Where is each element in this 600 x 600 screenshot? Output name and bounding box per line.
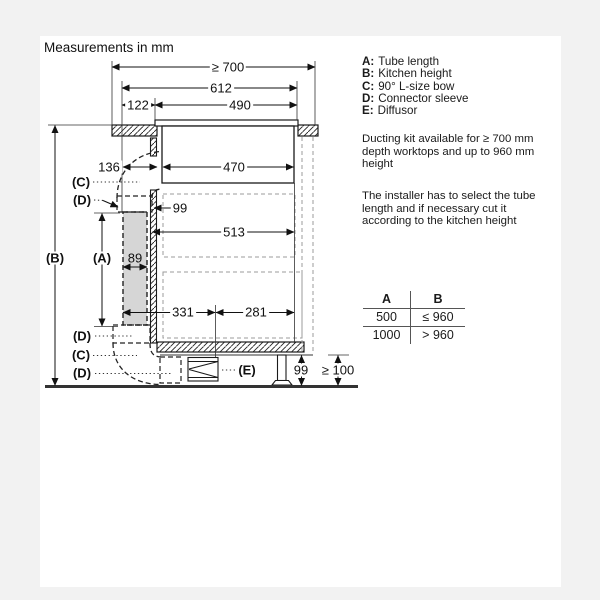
- dim-label-worktop-depth: ≥ 700: [211, 59, 245, 75]
- legend: [362, 56, 468, 117]
- table-header-row: [363, 291, 465, 309]
- note-installer: The installer has to select the tube length and if necessary cut it according to the kitchen height: [362, 190, 536, 227]
- dim-label-plinth-height: 99: [293, 362, 309, 378]
- legend-item-a: A: Tube length: [362, 55, 440, 68]
- diffusor: [188, 358, 218, 382]
- note-ducting-kit: Ducting kit available for ≥ 700 mm depth worktops and up to 960 mm height: [362, 133, 535, 170]
- dim-label-inner-width: 513: [223, 224, 245, 240]
- tube: [123, 212, 147, 325]
- table-row: 1000 > 960: [363, 327, 465, 344]
- dim-label-span-right: 281: [245, 304, 267, 320]
- dim-label-plinth-min: ≥ 100: [321, 362, 355, 378]
- bow-bottom-outer: [113, 343, 161, 385]
- connector-sleeve-bottom: [113, 325, 150, 343]
- callout-d-middle: (D): [72, 328, 92, 344]
- callout-c-top: (C): [71, 174, 91, 190]
- callout-d-top: (D): [72, 192, 92, 208]
- table-row: 500 ≤ 960: [363, 309, 465, 327]
- dim-label-rear-clearance: 136: [98, 159, 120, 175]
- page-title: Measurements in mm: [44, 40, 174, 55]
- legend-item-b: B: Kitchen height: [362, 67, 452, 81]
- callout-d-bottom: (D): [72, 365, 92, 381]
- dim-label-body-width: 470: [223, 159, 245, 175]
- callout-b: (B): [45, 250, 65, 266]
- callout-e: (E): [238, 362, 256, 378]
- dim-label-span-left: 331: [172, 304, 194, 320]
- cabinet-bottom: [157, 342, 304, 352]
- cabinet-leg: [272, 355, 292, 385]
- dim-label-glass-width: 490: [229, 97, 251, 113]
- table-header-b: B: [433, 292, 443, 306]
- legend-item-c: C: 90° L-size bow: [362, 79, 455, 93]
- table-header-a: A: [363, 291, 411, 308]
- legend-item-d: D: Connector sleeve: [362, 91, 469, 105]
- dim-label-duct-offset: 99: [172, 200, 188, 216]
- tube-length-table: [363, 291, 465, 344]
- dim-label-tube-depth: 89: [127, 250, 143, 266]
- callout-a: (A): [92, 250, 112, 266]
- callout-c-bottom: (C): [71, 347, 91, 363]
- connector-sleeve-horizontal: [160, 357, 181, 383]
- dim-label-hob-width: 612: [210, 80, 232, 96]
- legend-item-e: E: Diffusor: [362, 104, 418, 118]
- dim-label-front-edge: 122: [127, 97, 149, 113]
